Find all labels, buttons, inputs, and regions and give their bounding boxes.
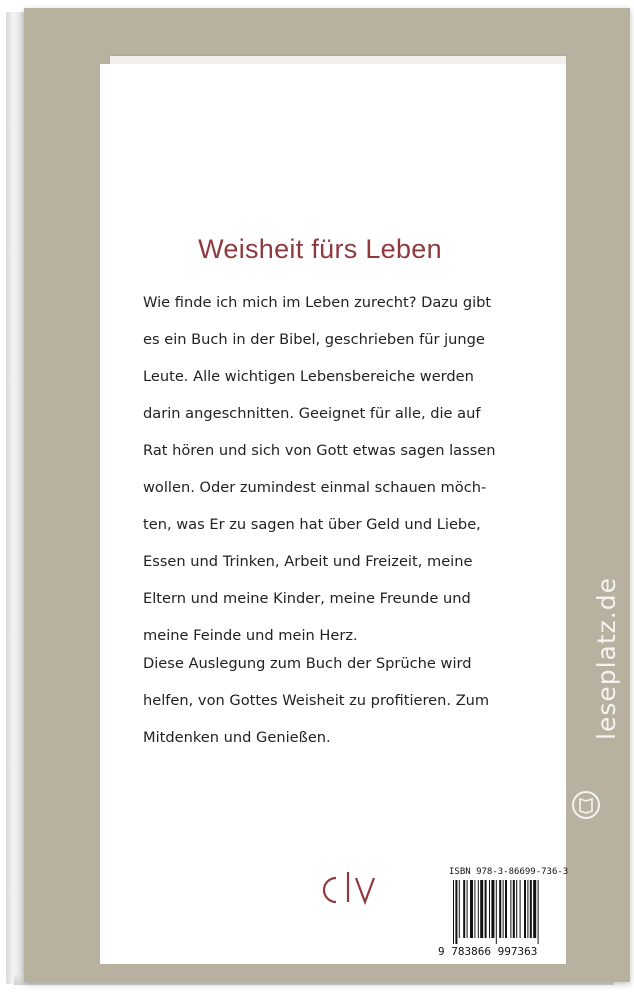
blurb-line: Mitdenken und Genießen.	[143, 729, 331, 746]
book-title: Weisheit fürs Leben	[198, 234, 442, 264]
blurb-line: Leute. Alle wichtigen Lebensbereiche werden	[143, 368, 474, 385]
blurb-line: Wie finde ich mich im Leben zurecht? Dazu gibt	[143, 294, 492, 311]
blurb-line: es ein Buch in der Bibel, geschrieben für junge	[143, 331, 485, 348]
publisher-logo	[320, 868, 380, 912]
blurb-paragraph-2	[143, 645, 519, 756]
blurb-line: ten, was Er zu sagen hat über Geld und Liebe,	[143, 516, 481, 533]
blurb-line: darin angeschnitten. Geeignet für alle, die auf	[143, 405, 481, 422]
blurb-line: helfen, von Gottes Weisheit zu profitieren. Zum	[143, 692, 490, 709]
isbn-label: ISBN 978-3-86699-736-3	[449, 867, 569, 877]
blurb-line: Diese Auslegung zum Buch der Sprüche wird	[143, 655, 472, 672]
blurb-paragraph-1	[143, 284, 519, 654]
blurb-line: Eltern und meine Kinder, meine Freunde und	[143, 590, 471, 607]
barcode	[452, 880, 560, 946]
watermark: leseplatz.de	[592, 577, 621, 740]
blurb-line: wollen. Oder zumindest einmal schauen möch-	[143, 479, 487, 496]
blurb-line: Essen und Trinken, Arbeit und Freizeit, meine	[143, 553, 473, 570]
blurb-line: Rat hören und sich von Gott etwas sagen lassen	[143, 442, 496, 459]
blurb-line: meine Feinde und mein Herz.	[143, 627, 358, 644]
ean-digits: 9 783866 997363	[438, 945, 538, 958]
book-icon	[571, 790, 601, 820]
